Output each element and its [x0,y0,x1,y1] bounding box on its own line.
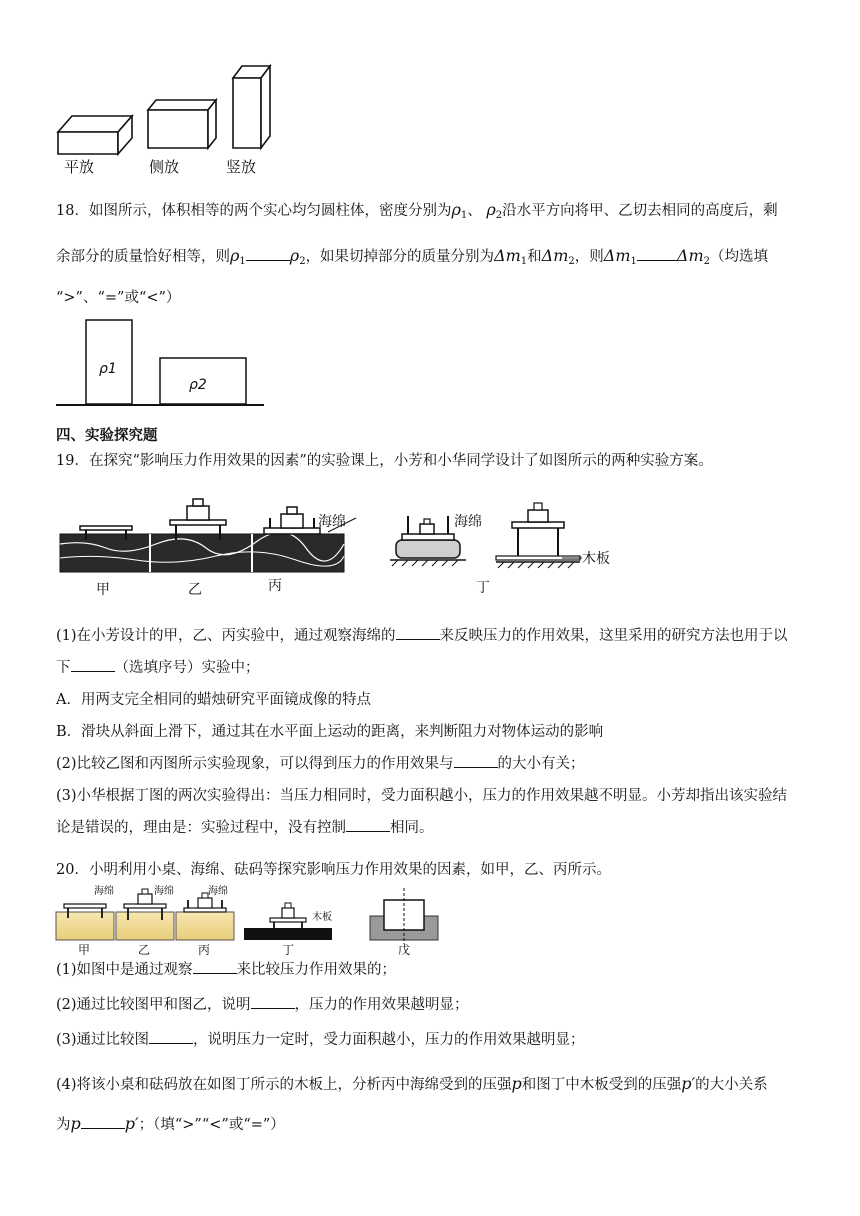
q19-option-b: B．滑块从斜面上滑下，通过其在水平面上运动的距离，来判断阻力对物体运动的影响 [56,724,604,740]
q18-text: （均选填 [710,249,768,265]
label-jia: 甲 [96,582,110,598]
pressure-p-prime-symbol: p′ [681,1074,696,1093]
q19-text: (1)在小芳设计的甲，乙、丙实验中，通过观察海绵的 [56,628,396,644]
pressure-p-symbol: p [511,1074,522,1093]
pressure-p-prime-symbol: p′ [124,1114,139,1133]
answer-blank[interactable] [637,247,677,261]
q18-text: ，则 [574,249,604,265]
board-label: 木板 [312,912,332,923]
q18-text: 沿水平方向将甲、乙切去相同的高度后，剩 [502,203,778,219]
label-yi: 乙 [138,943,151,957]
section-heading: 四、实验探究题 [56,428,158,444]
answer-blank[interactable] [71,658,115,672]
q18-line-1 [56,200,778,226]
q18-text: 余部分的质量恰好相等，则 [56,249,230,265]
q18-text: ，如果切掉部分的质量分别为 [305,249,495,265]
subscript: 2 [703,256,710,267]
q20-p4-line-2 [56,1114,285,1135]
answer-blank[interactable] [454,754,498,768]
q19-text: 的大小有关； [497,756,585,772]
answer-blank[interactable] [81,1115,125,1129]
subscript: 1 [630,256,637,267]
q19-text: 论是错误的，理由是：实验过程中，没有控制 [56,820,346,836]
q19-text: 下 [56,660,71,676]
rho1-label: ρ1 [99,361,117,377]
q20-text: (2)通过比较图甲和图乙，说明 [56,997,251,1013]
delta-m-symbol: Δm [494,246,521,265]
delta-m-symbol: Δm [541,246,569,265]
q19-intro: 19．在探究“影响压力作用效果的因素”的实验课上，小芳和小华同学设计了如图所示的两种实验方案。 [56,453,713,469]
rho2-label: ρ2 [189,377,207,393]
figure-label-side: 侧放 [149,158,180,176]
board-label: 木板 [582,551,610,567]
q19-text: （选填序号）实验中； [114,660,260,676]
figure-label-vertical: 竖放 [226,158,257,176]
subscript: 1 [460,210,468,221]
q20-text: (1)如图中是通过观察 [56,962,193,978]
q20-experiment-figure [54,882,454,962]
q18-line-3: “>”、“=”或“<”） [56,290,181,306]
label-ding: 丁 [282,943,295,957]
subscript: 2 [495,210,503,221]
answer-blank[interactable] [346,818,390,832]
rho-symbol: ρ [486,200,496,219]
answer-blank[interactable] [193,960,237,974]
label-bing: 丙 [198,943,211,957]
q19-text: 来反映压力的作用效果，这里采用的研究方法也用于以 [439,628,788,644]
label-wu: 戊 [398,943,411,957]
q18-line-2 [56,246,768,272]
q20-text: 为 [56,1117,71,1133]
pressure-p-symbol: p [70,1114,81,1133]
sponge-label: 海绵 [454,514,482,530]
answer-blank[interactable] [251,995,295,1009]
q20-text: ，说明压力一定时，受力面积越小，压力的作用效果越明显； [193,1032,585,1048]
q19-p2 [56,754,585,774]
q20-text: ；（填“>”“<”或“=”） [138,1117,285,1133]
delta-m-symbol: Δm [603,246,631,265]
q20-text: ，压力的作用效果越明显； [294,997,469,1013]
subscript: 1 [520,256,528,267]
q18-text: 18．如图所示，体积相等的两个实心均匀圆柱体，密度分别为 [56,203,452,219]
q19-text: (2)比较乙图和丙图所示实验现象，可以得到压力的作用效果与 [56,756,454,772]
label-bing: 丙 [268,578,282,594]
q19-experiment-figure [56,488,616,600]
q20-text: 的大小关系 [695,1077,768,1093]
q20-p2 [56,995,469,1015]
label-ding: 丁 [476,580,490,596]
sponge-label: 海绵 [94,886,114,897]
label-yi: 乙 [188,582,202,598]
subscript: 1 [239,256,246,267]
q20-p4-line-1 [56,1074,768,1095]
subscript: 2 [299,256,306,267]
q19-p1-line-2 [56,658,260,678]
q20-intro: 20．小明利用小桌、海绵、砝码等探究影响压力作用效果的因素，如甲，乙、丙所示。 [56,862,611,878]
figure-label-flat: 平放 [64,158,95,176]
label-jia: 甲 [78,943,91,957]
rho-symbol: ρ [451,200,461,219]
q19-p3-line-1: (3)小华根据丁图的两次实验得出：当压力相同时，受力面积越小，压力的作用效果越不明显。小芳却指出该实验结 [56,788,788,804]
q20-text: (3)通过比较图 [56,1032,150,1048]
q18-text: 、 [467,203,482,219]
rho-symbol: ρ [230,246,240,265]
q19-p1-line-1 [56,626,788,646]
subscript: 2 [568,256,575,267]
delta-m-symbol: Δm [676,246,704,265]
sponge-label: 海绵 [318,514,346,530]
q20-text: 来比较压力作用效果的； [236,962,397,978]
rho-symbol: ρ [289,246,300,265]
answer-blank[interactable] [246,247,290,261]
q19-option-a: A．用两支完全相同的蜡烛研究平面镜成像的特点 [56,692,371,708]
q20-text: 和图丁中木板受到的压强 [521,1077,682,1093]
answer-blank[interactable] [149,1030,193,1044]
q20-p1 [56,960,396,980]
q20-p3 [56,1030,585,1050]
q19-p3-line-2 [56,818,434,838]
sponge-label: 海绵 [208,886,228,897]
q18-text: 和 [527,249,542,265]
q20-text: (4)将该小桌和砝码放在如图丁所示的木板上，分析丙中海绵受到的压强 [56,1077,512,1093]
answer-blank[interactable] [396,626,440,640]
q18-cylinders-figure [56,316,268,410]
sponge-label: 海绵 [154,886,174,897]
q19-text: 相同。 [390,820,434,836]
